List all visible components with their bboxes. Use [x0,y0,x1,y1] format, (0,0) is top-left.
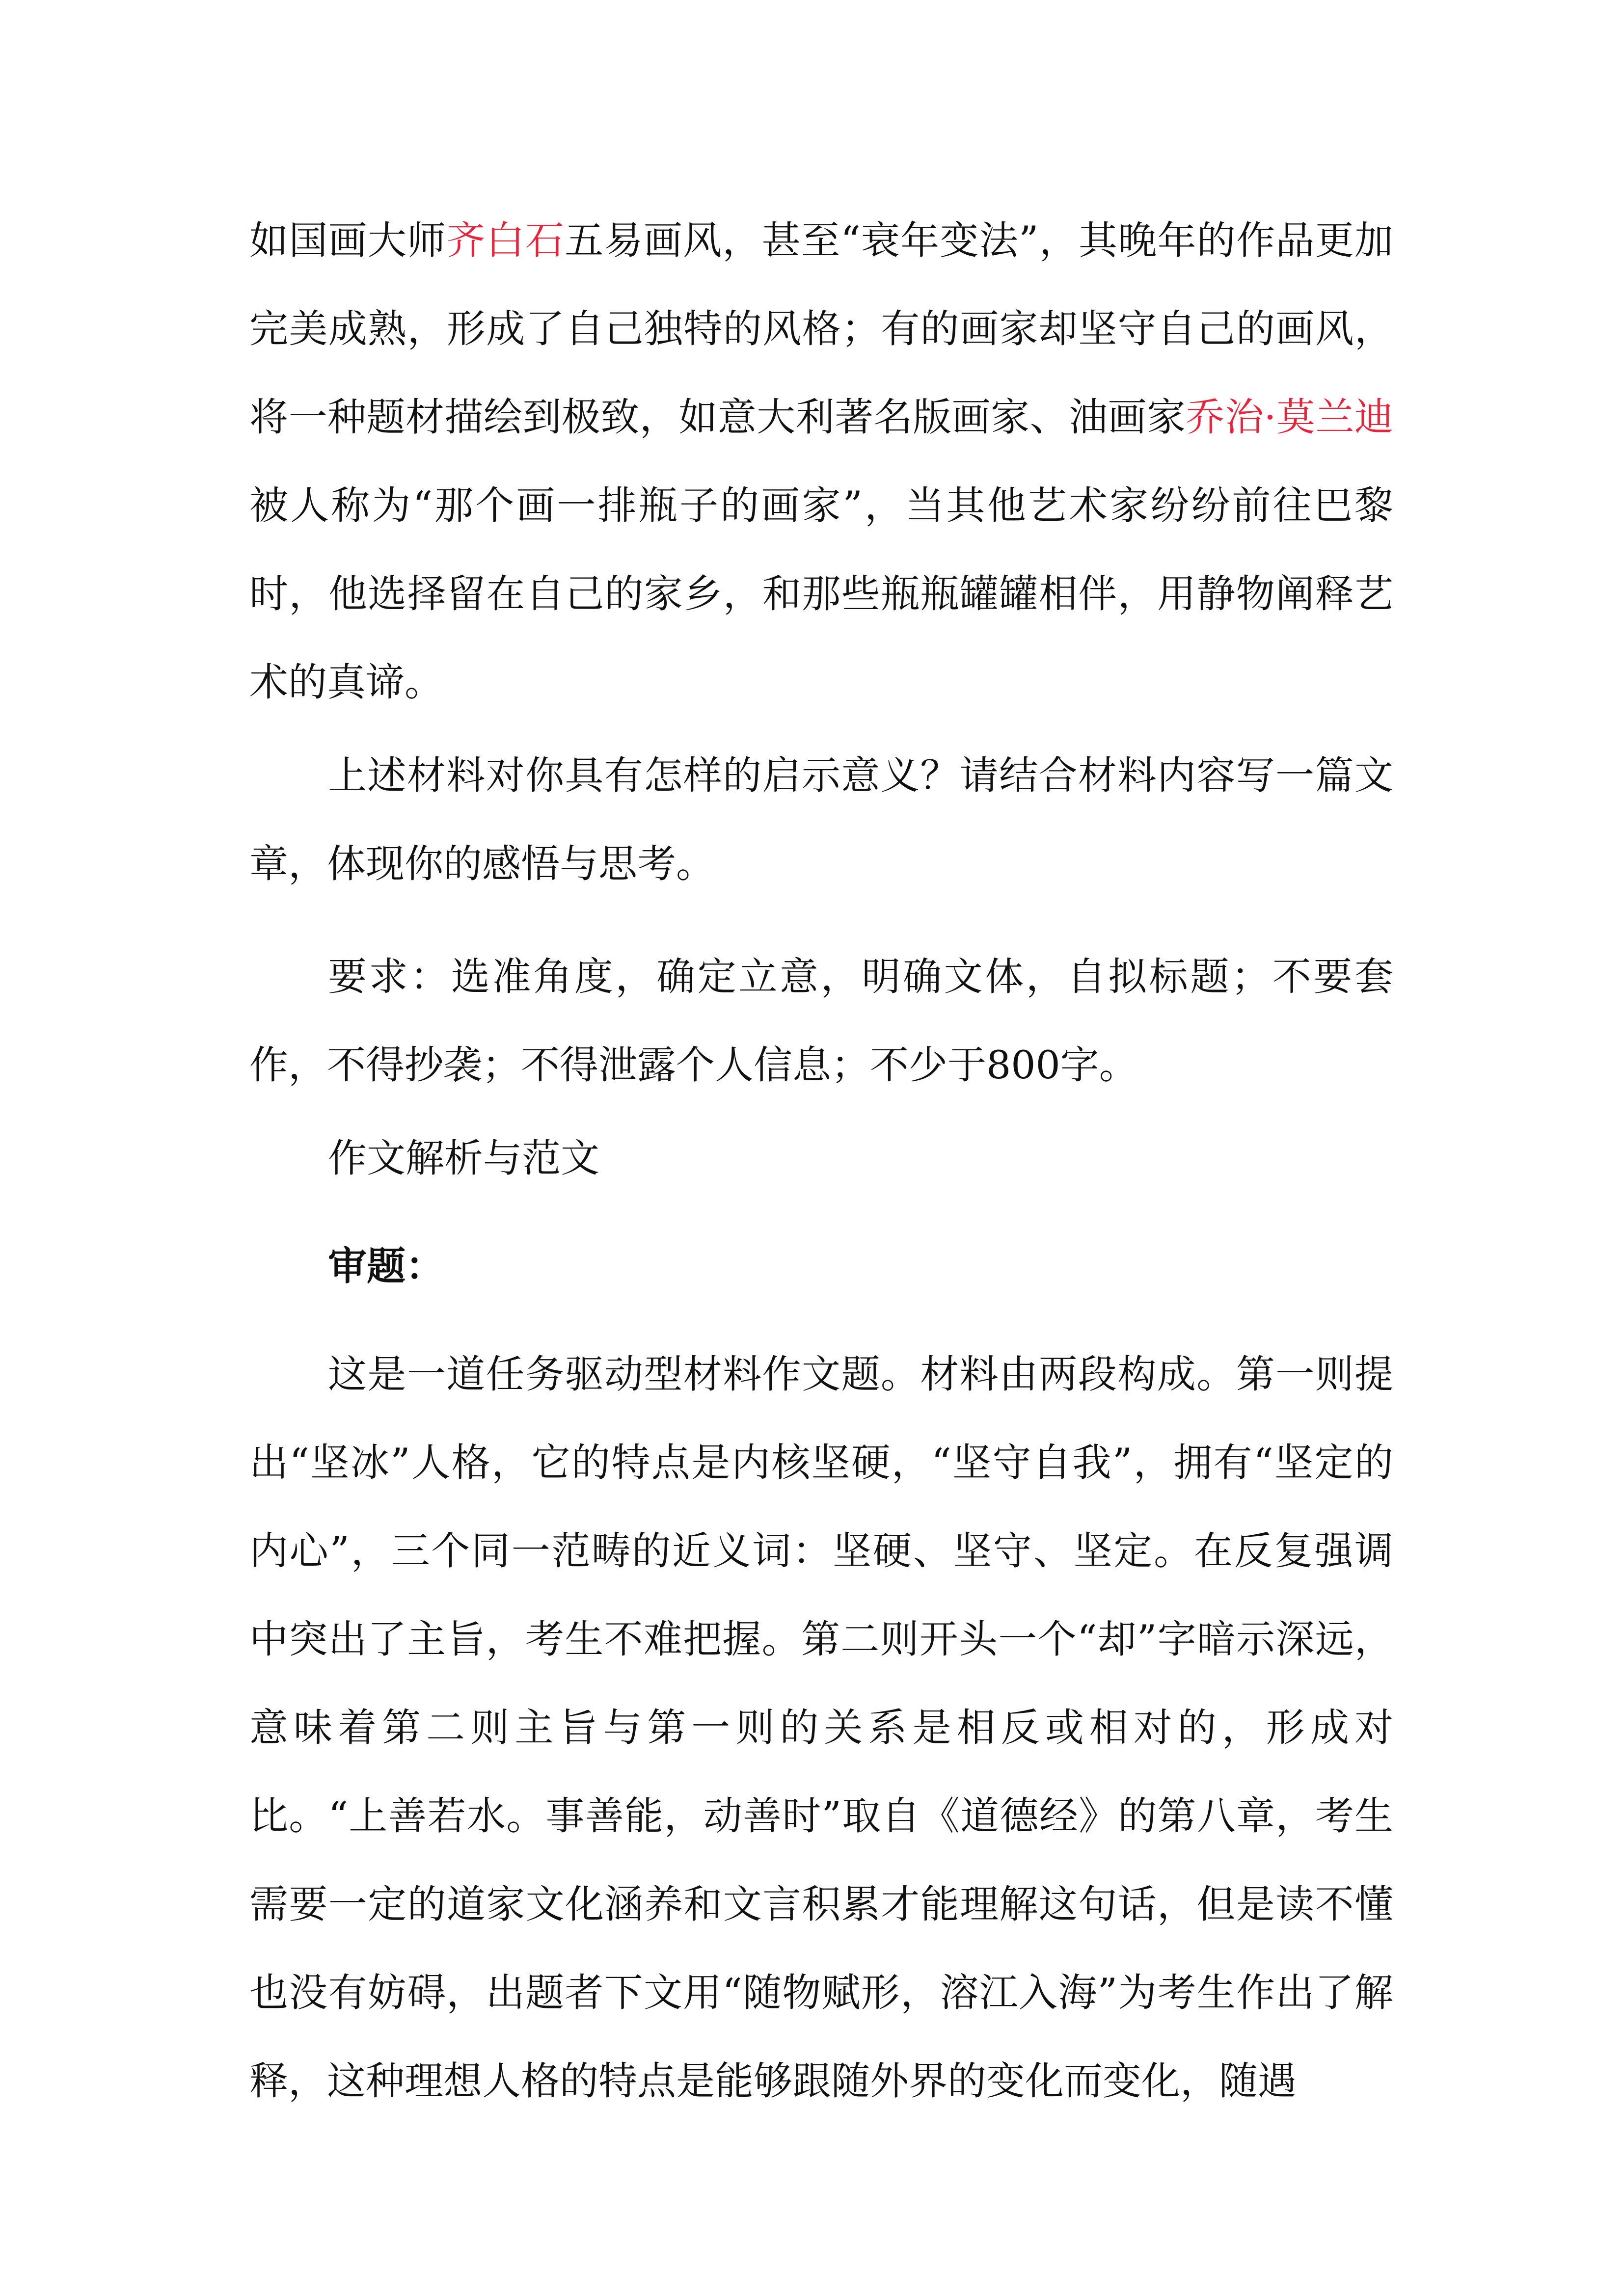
highlighted-name-qi-baishi: 齐白石 [446,218,565,263]
material-paragraph [249,196,1393,726]
requirements-paragraph: 要求：选准角度，确定立意，明确文体，自拟标题；不要套作，不得抄袭；不得泄露个人信息；不少于800字。 [249,954,1393,1088]
text-segment: 如国画大师 [249,218,447,263]
analysis-paragraph: 这是一道任务驱动型材料作文题。材料由两段构成。第一则提出“坚冰”人格，它的特点是内核坚硬，“坚守自我”，拥有“坚定的内心”，三个同一范畴的近义词：坚硬、坚守、坚定。在反复强调中突出了主旨，考生不难把握。第二则开头一个“却”字暗示深远，意味着第二则主旨与第一则的关系是相反或相对的，形成对比。“上善若水。事善能，动善时”取自《道德经》的第八章，考生需要一定的道家文化涵养和文言积累才能理解这句话，但是读不懂也没有妨碍，出题者下文用“随物赋形，溶江入海”为考生作出了解释，这种理想人格的特点是能够跟随外界的变化而变化，随遇 [249,1352,1393,2104]
section-title: 作文解析与范文 [328,1136,599,1181]
text-segment: 五易画风，甚至“衰年变法”，其晚年的作品更加完美成熟，形成了自己独特的风格；有的画家却坚守自己的画风，将一种题材描绘到极致，如意大利著名版画家、油画家 [249,218,1394,440]
highlighted-name-morandi: 乔治·莫兰迪 [1186,395,1393,440]
text-segment: 被人称为“那个画一排瓶子的画家”，当其他艺术家纷纷前往巴黎时，他选择留在自己的家乡，和那些瓶瓶罐罐相伴，用静物阐释艺术的真谛。 [249,483,1393,705]
subsection-title: 审题： [328,1243,444,1289]
question-paragraph: 上述材料对你具有怎样的启示意义？请结合材料内容写一篇文章，体现你的感悟与思考。 [249,753,1393,886]
